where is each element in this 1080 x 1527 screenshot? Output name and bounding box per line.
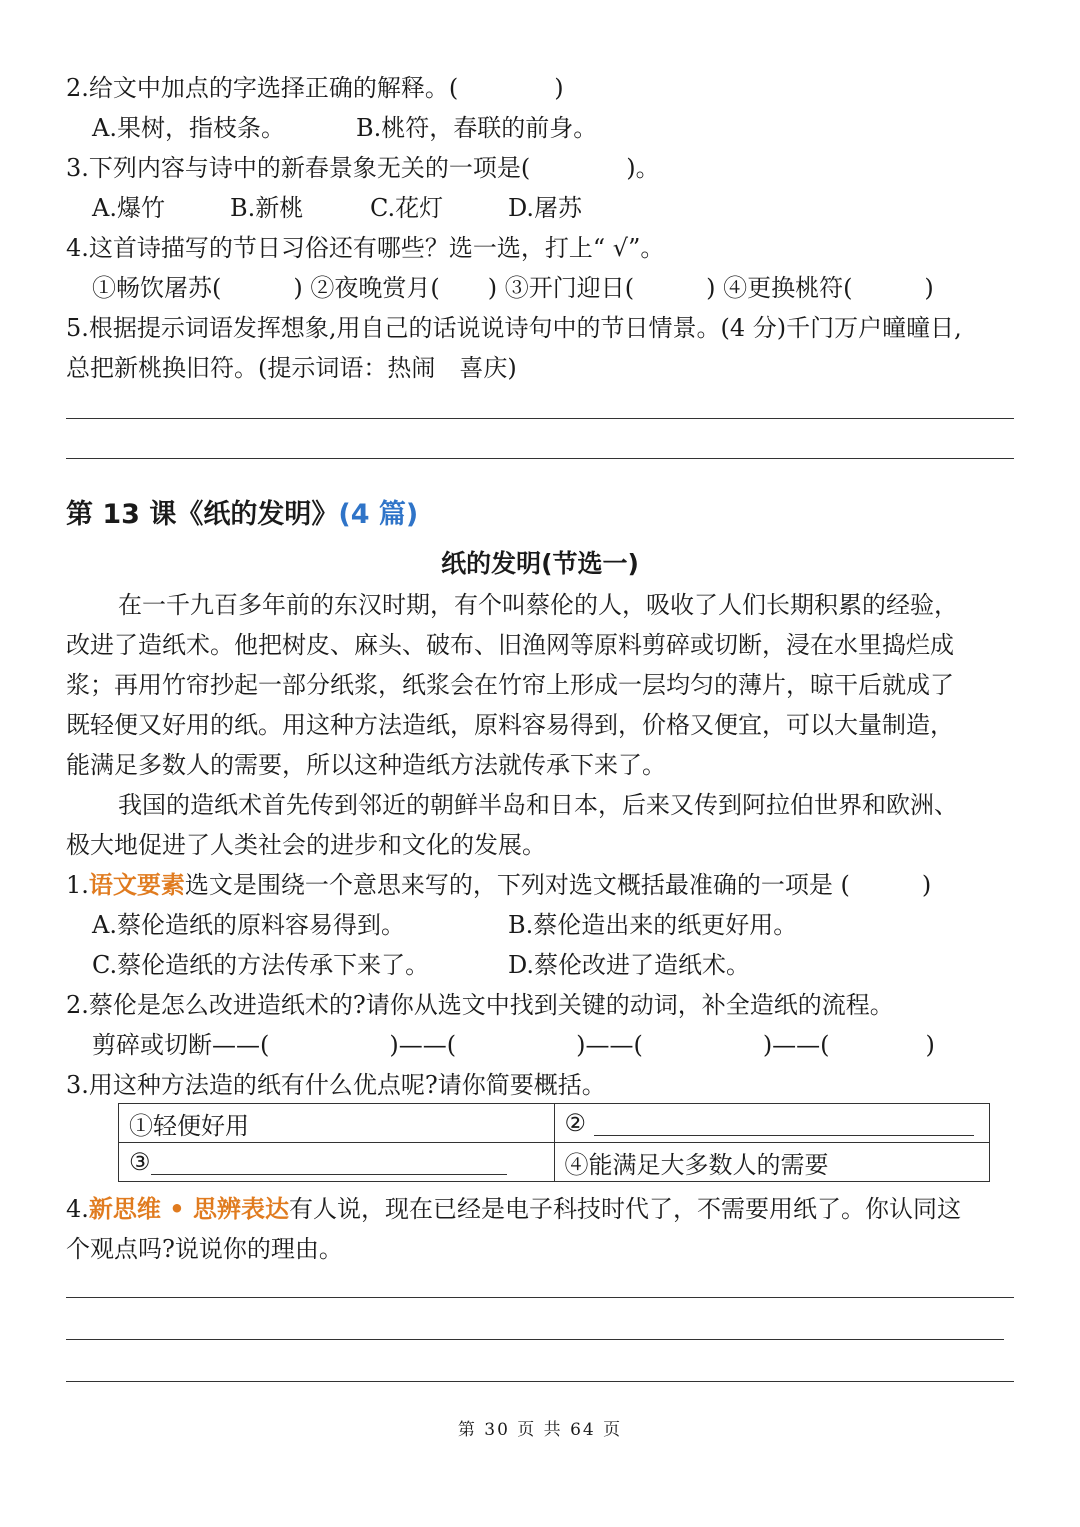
- q2-flow: 剪碎或切断——( )——( )——( )——( ): [92, 1031, 935, 1059]
- prev-question-5-line1: 5.根据提示词语发挥想象,用自己的话说说诗句中的节日情景。(4 分)千门万户曈曈日,: [66, 314, 962, 342]
- answer-line[interactable]: [66, 1297, 1014, 1298]
- answer-line[interactable]: [66, 1381, 1014, 1382]
- prev-q3-option-b: B.新桃: [230, 194, 304, 222]
- advantage-cell-1: [119, 1104, 555, 1143]
- question-3: 3.用这种方法造的纸有什么优点呢?请你简要概括。: [66, 1071, 606, 1099]
- advantage-3-label: ③: [129, 1148, 151, 1176]
- q1-tag: 语文要素: [88, 871, 185, 899]
- q1-number: 1.: [66, 871, 89, 899]
- lesson-heading: [66, 495, 418, 535]
- advantage-2-label: ②: [564, 1109, 587, 1137]
- passage-line: 既轻便又好用的纸。用这种方法造纸，原料容易得到，价格又便宜，可以大量制造，: [66, 711, 954, 739]
- prev-q4-options: ①畅饮屠苏( ) ②夜晚赏月( ) ③开门迎日( ) ④更换桃符( ): [92, 274, 934, 302]
- prev-question-5-line2: 总把新桃换旧符。(提示词语：热闹 喜庆): [66, 354, 517, 382]
- q4-text: 有人说，现在已经是电子科技时代了，不需要用纸了。你认同这: [288, 1195, 961, 1223]
- passage-line: 浆；再用竹帘抄起一部分纸浆，纸浆会在竹帘上形成一层均匀的薄片，晾干后就成了: [66, 671, 954, 699]
- advantage-cell-3[interactable]: [119, 1143, 555, 1182]
- advantage-3-blank[interactable]: [151, 1152, 507, 1175]
- prev-q3-option-a: A.爆竹: [92, 194, 165, 222]
- advantage-4-text: ④能满足大多数人的需要: [564, 1150, 829, 1179]
- page-footer: 第 30 页 共 64 页: [457, 1420, 623, 1440]
- advantage-1-text: ①轻便好用: [129, 1111, 249, 1140]
- prev-q2-option-b: B.桃符，春联的前身。: [356, 114, 598, 142]
- answer-line[interactable]: [66, 418, 1014, 419]
- q4-number: 4.: [66, 1195, 89, 1223]
- prev-q2-option-a: A.果树，指枝条。: [92, 114, 285, 142]
- question-1: [66, 865, 1014, 905]
- advantage-cell-2[interactable]: [554, 1104, 990, 1143]
- passage-line: 能满足多数人的需要，所以这种造纸方法就传承下来了。: [66, 751, 666, 779]
- lesson-count: (4 篇): [338, 499, 419, 530]
- passage-line: 我国的造纸术首先传到邻近的朝鲜半岛和日本，后来又传到阿拉伯世界和欧洲、: [118, 791, 958, 819]
- prev-q3-option-c: C.花灯: [370, 194, 444, 222]
- q1-option-c: C.蔡伦造纸的方法传承下来了。: [92, 951, 430, 979]
- passage-line: 改进了造纸术。他把树皮、麻头、破布、旧渔网等原料剪碎或切断，浸在水里捣烂成: [66, 631, 954, 659]
- question-4-line2: 个观点吗?说说你的理由。: [66, 1235, 343, 1263]
- q1-option-d: D.蔡伦改进了造纸术。: [508, 951, 751, 979]
- prev-q3-option-d: D.屠苏: [508, 194, 583, 222]
- q1-option-a: A.蔡伦造纸的原料容易得到。: [92, 911, 405, 939]
- prev-question-4: 4.这首诗描写的节日习俗还有哪些？选一选，打上“ √”。: [66, 234, 665, 262]
- passage-line: 极大地促进了人类社会的进步和文化的发展。: [66, 831, 546, 859]
- passage-line: 在一千九百多年前的东汉时期，有个叫蔡伦的人，吸收了人们长期积累的经验，: [118, 591, 958, 619]
- prev-question-3: 3.下列内容与诗中的新春景象无关的一项是( )。: [66, 154, 660, 182]
- q1-option-b: B.蔡伦造出来的纸更好用。: [508, 911, 798, 939]
- question-2: 2.蔡伦是怎么改进造纸术的?请你从选文中找到关键的动词，补全造纸的流程。: [66, 991, 894, 1019]
- passage-title: 纸的发明(节选一): [441, 549, 639, 578]
- advantage-2-blank[interactable]: [594, 1113, 974, 1136]
- answer-line[interactable]: [66, 458, 1014, 459]
- question-4: [66, 1189, 1014, 1229]
- q4-tag: 新思维 • 思辨表达: [88, 1195, 289, 1223]
- q1-text: 选文是围绕一个意思来写的，下列对选文概括最准确的一项是 ( ): [184, 871, 932, 899]
- advantage-cell-4: [554, 1143, 990, 1182]
- lesson-title: 第 13 课《纸的发明》: [66, 499, 339, 530]
- advantages-table: [118, 1103, 990, 1182]
- answer-line[interactable]: [66, 1339, 1004, 1340]
- prev-question-2: 2.给文中加点的字选择正确的解释。( ): [66, 74, 564, 102]
